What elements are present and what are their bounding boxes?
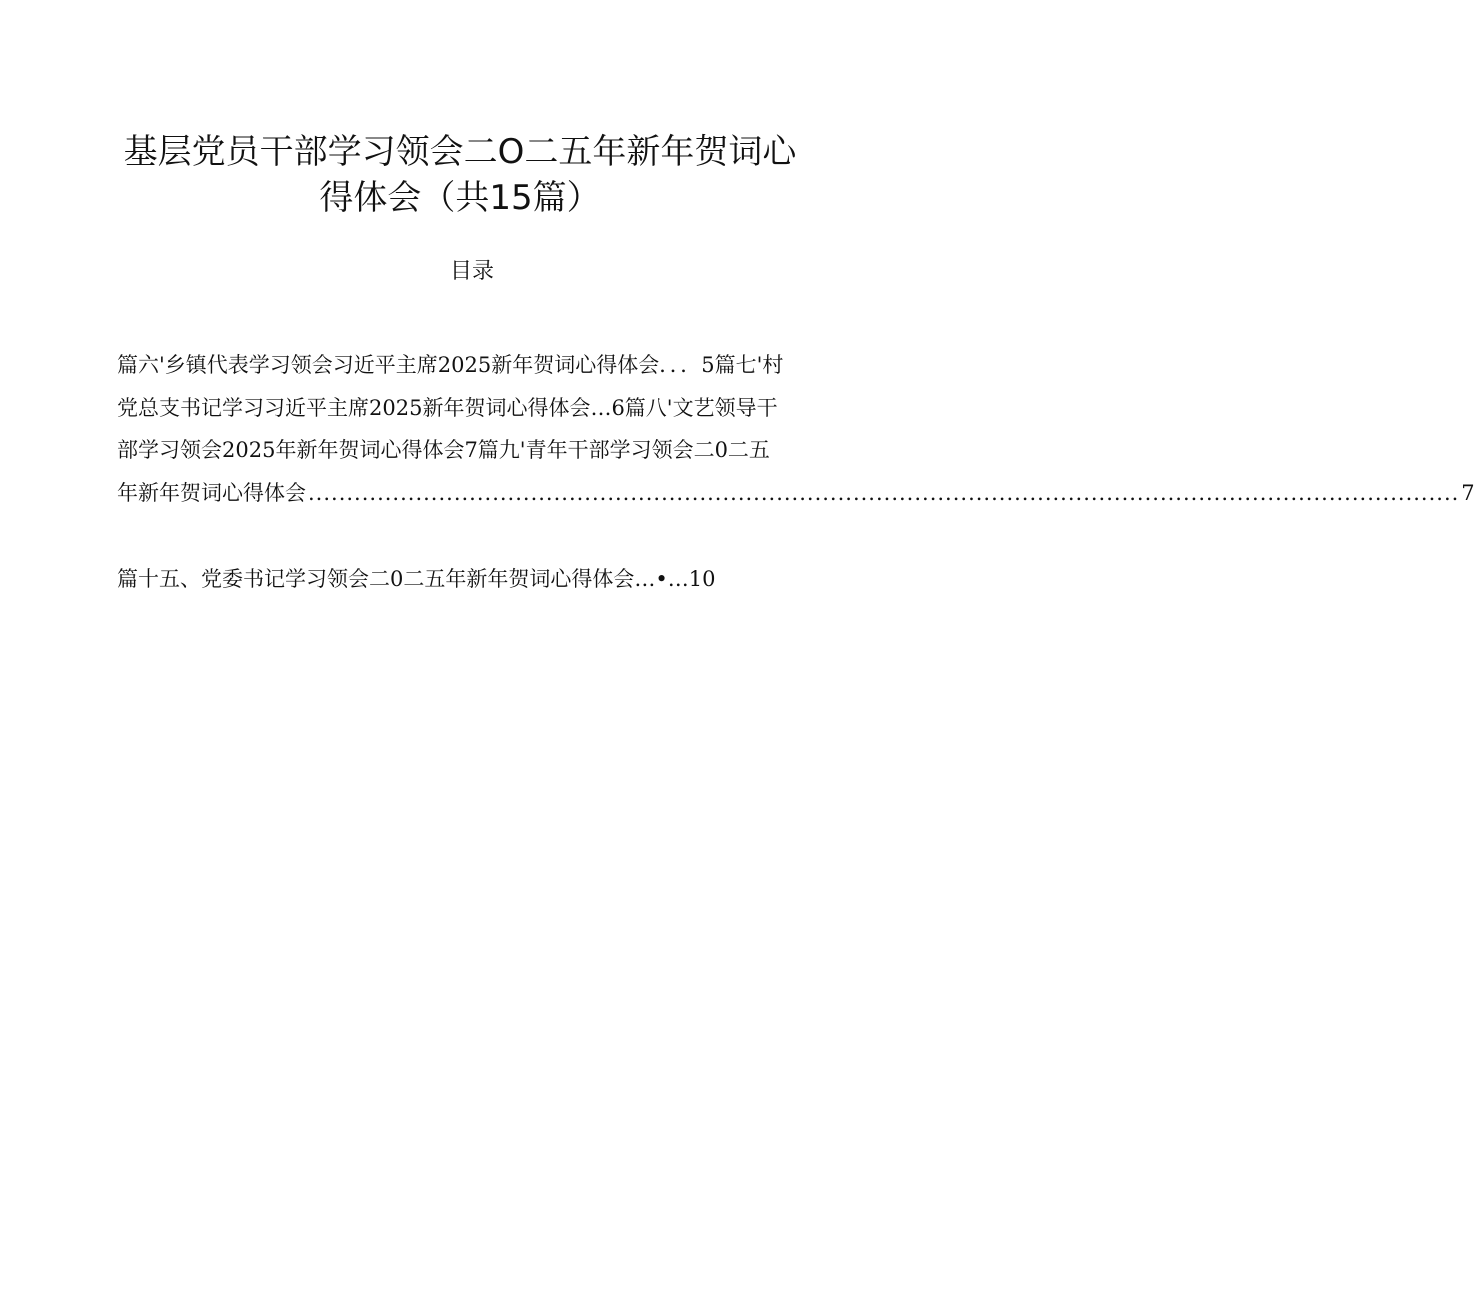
toc-block-1: [117, 344, 1475, 514]
document-title-line-2: 得体会（共15篇）: [319, 178, 601, 218]
toc-heading: 目录: [449, 259, 494, 284]
toc-block-2: [117, 558, 827, 601]
toc-line[interactable]: 篇六'乡镇代表学习领会习近平主席2025新年贺词心得体会．．．5篇七'村: [117, 353, 784, 377]
toc-line[interactable]: 部学习领会2025年新年贺词心得体会7篇九'青年干部学习领会二0二五: [117, 438, 770, 462]
toc-entry-text: 年新年贺词心得体会: [117, 480, 306, 505]
dot-leader: ......................................................................................................................................................: [308, 480, 1460, 505]
toc-line[interactable]: 篇十五、党委书记学习领会二0二五年新年贺词心得体会…•…10: [117, 567, 716, 591]
toc-line[interactable]: 党总支书记学习习近平主席2025新年贺词心得体会…6篇八'文艺领导干: [117, 395, 778, 420]
document-title-line-1: 基层党员干部学习领会二O二五年新年贺词心: [123, 132, 797, 172]
toc-line-with-leader[interactable]: [117, 472, 1475, 515]
toc-entry-page: 7: [1461, 480, 1475, 505]
